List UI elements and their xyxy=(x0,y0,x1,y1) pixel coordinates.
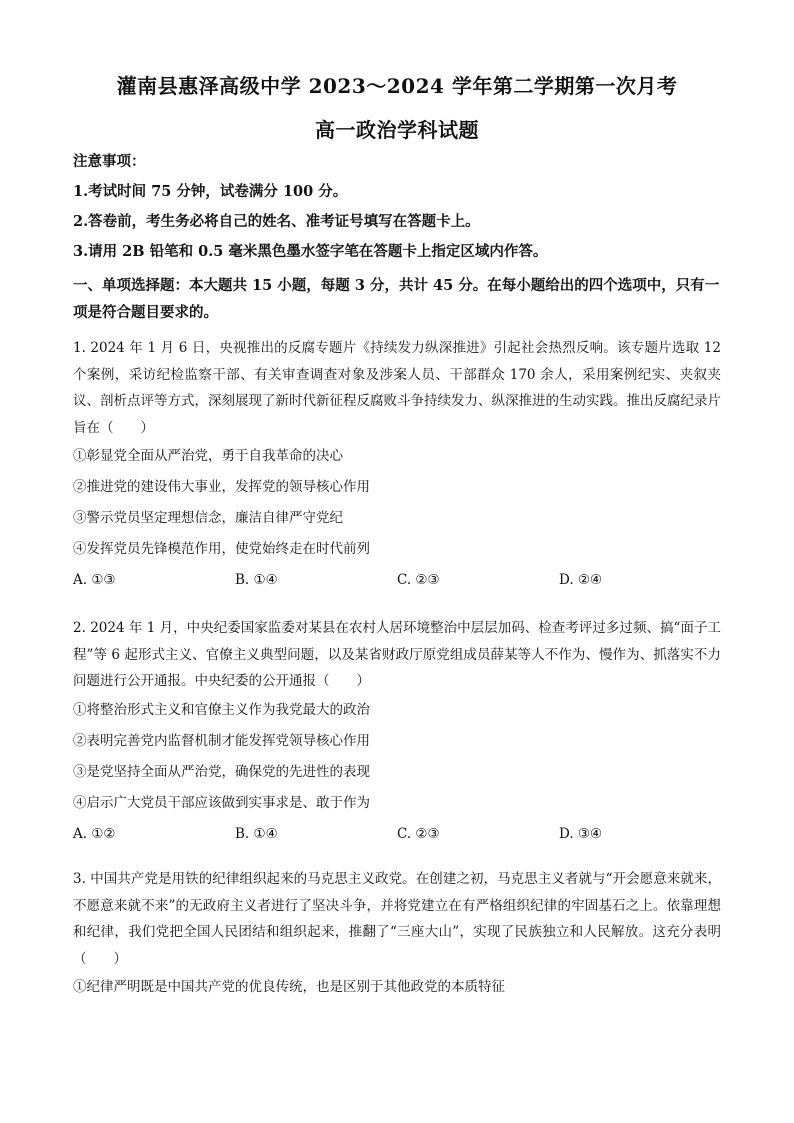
question-option: ②表明完善党内监督机制才能发挥党领导核心作用 xyxy=(73,732,370,749)
section-heading: 一、单项选择题：本大题共 15 小题，每题 3 分，共计 45 分。在每小题给出的四个选项中，只有一项是符合题目要求的。 xyxy=(73,277,720,321)
notice-section xyxy=(73,150,721,263)
choice-b: B. ①④ xyxy=(235,825,278,842)
question-stem: 1. 2024 年 1 月 6 日，央视推出的反腐专题片《持续发力纵深推进》引起社会热烈反响。该专题片选取 12 个案例，采访纪检监察干部、有关审查调查对象及涉案人员、干部群众 170 余人，采用案例纪实、夹叙夹议、剖析点评等方式，深刻展现了新时代新征程反腐败斗争持续发力、纵深推进的生动实践。推出反腐纪录片旨在（ ） xyxy=(73,340,721,436)
question-option: ④发挥党员先锋模范作用，使党始终走在时代前列 xyxy=(73,541,370,557)
answer-choices xyxy=(73,569,721,591)
choice-a: A. ①② xyxy=(73,825,116,842)
notice-item: 2.答卷前，考生务必将自己的姓名、准考证号填写在答题卡上。 xyxy=(73,213,480,230)
choice-d: D. ③④ xyxy=(559,825,603,842)
choice-b: B. ①④ xyxy=(235,572,278,588)
question-option: ①纪律严明既是中国共产党的优良传统，也是区别于其他政党的本质特征 xyxy=(73,979,505,995)
choice-c: C. ②③ xyxy=(397,572,440,588)
question-stem: 2. 2024 年 1 月，中央纪委国家监委对某县在农村人居环境整治中层层加码、检查考评过多过频、搞“面子工程”等 6 起形式主义、官僚主义典型问题，以及某省财政厅原党组成员薛某等人不作为、慢作为、抓落实不力问题进行公开通报。中央纪委的公开通报（ ） xyxy=(73,620,721,689)
question-option: ①彰显党全面从严治党，勇于自我革命的决心 xyxy=(73,448,343,464)
choice-a: A. ①③ xyxy=(73,572,116,588)
question-1 xyxy=(73,335,721,591)
question-3 xyxy=(73,866,721,998)
exam-title: 灌南县惠泽高级中学 2023～2024 学年第二学期第一次月考 xyxy=(116,74,678,98)
answer-choices xyxy=(73,823,721,845)
exam-subtitle: 高一政治学科试题 xyxy=(315,118,479,142)
notice-heading: 注意事项： xyxy=(73,153,146,170)
choice-d: D. ②④ xyxy=(559,572,603,588)
choice-c: C. ②③ xyxy=(397,825,440,842)
notice-item: 1.考试时间 75 分钟，试卷满分 100 分。 xyxy=(73,183,348,200)
question-option: ③是党坚持全面从严治党，确保党的先进性的表现 xyxy=(73,763,370,780)
section-one xyxy=(73,272,721,326)
question-option: ②推进党的建设伟大事业，发挥党的领导核心作用 xyxy=(73,479,370,495)
question-option: ③警示党员坚定理想信念，廉洁自律严守党纪 xyxy=(73,510,343,526)
notice-item: 3.请用 2B 铅笔和 0.5 毫米黑色墨水签字笔在答题卡上指定区域内作答。 xyxy=(73,243,548,260)
question-2 xyxy=(73,615,721,845)
question-option: ④启示广大党员干部应该做到实事求是、敢于作为 xyxy=(73,794,370,811)
question-option: ①将整治形式主义和官僚主义作为我党最大的政治 xyxy=(73,701,370,718)
question-stem: 3. 中国共产党是用铁的纪律组织起来的马克思主义政党。在创建之初，马克思主义者就与“开会愿意来就来，不愿意来就不来”的无政府主义者进行了坚决斗争，并将党建立在有严格组织纪律的牢固基石之上。依靠理想和纪律，我们党把全国人民团结和组织起来，推翻了“三座大山”，实现了民族独立和人民解放。这充分表明（ ） xyxy=(73,871,721,967)
